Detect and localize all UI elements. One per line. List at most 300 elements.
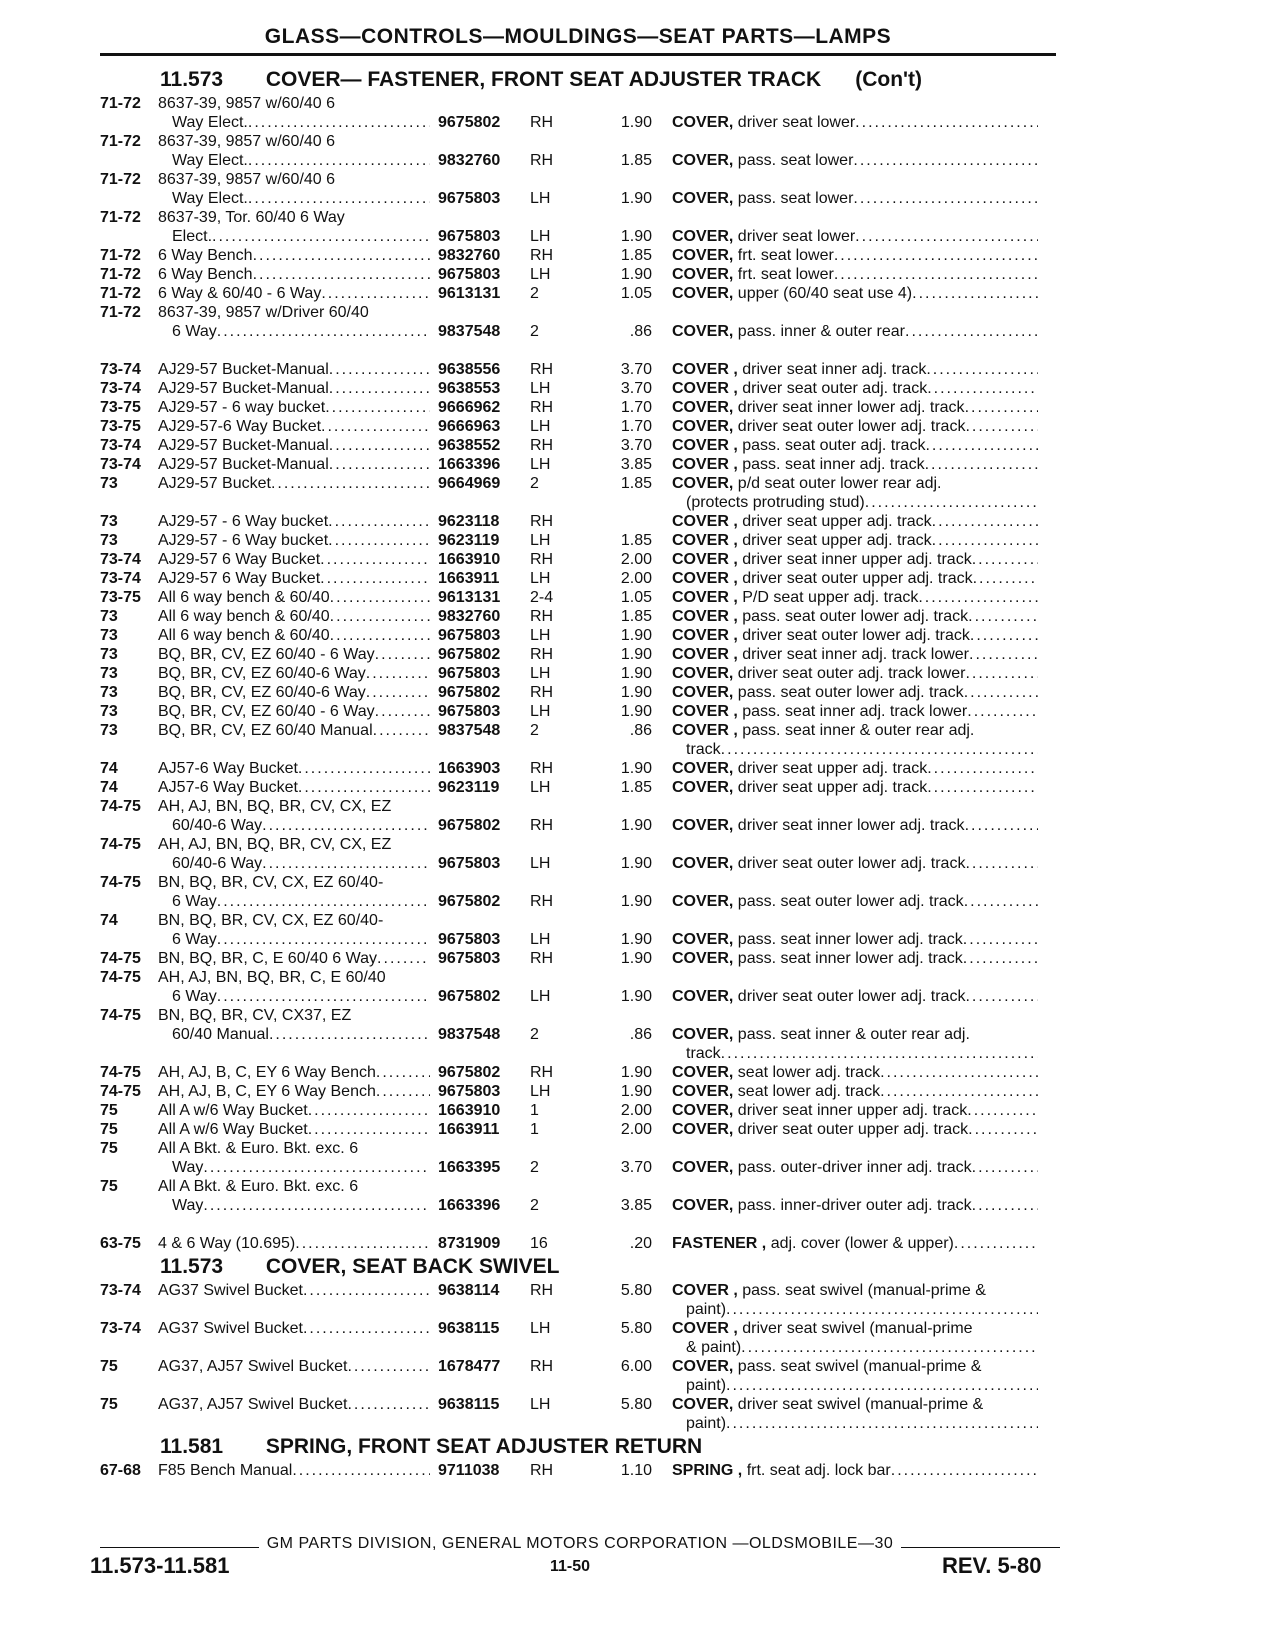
description-line-text	[672, 436, 925, 455]
model-line-value: AJ57-6 Way Bucket	[158, 760, 298, 777]
part-name: COVER,	[672, 893, 734, 910]
price-cell-value: 1.85	[620, 608, 652, 625]
part-name: COVER ,	[672, 513, 738, 530]
price-cell	[580, 246, 672, 265]
leader-dots	[253, 246, 430, 265]
cell-pad	[530, 303, 580, 322]
description-cell	[672, 778, 1038, 797]
model-line-value: AJ29-57 - 6 Way bucket	[158, 532, 329, 549]
description-line	[672, 1357, 1038, 1376]
price-cell	[580, 550, 672, 569]
description-line-value: upper (60/40 seat use 4)	[737, 285, 913, 302]
part-name: COVER,	[672, 418, 734, 435]
model-line	[158, 664, 430, 683]
part-number-cell-value: 9675802	[438, 646, 501, 663]
year-cell	[100, 1063, 158, 1082]
model-line-text	[158, 759, 298, 778]
cell-pad	[672, 1177, 1038, 1196]
description-line-text	[672, 512, 932, 531]
quantity-cell-value: RH	[530, 608, 554, 625]
model-line-value: 60/40-6 Way	[172, 855, 263, 872]
part-number-cell	[438, 360, 528, 379]
description-cell	[672, 645, 1038, 664]
leader-dots	[329, 436, 430, 455]
quantity-cell-value: LH	[530, 703, 551, 720]
year-value: 75	[100, 1121, 118, 1138]
leader-dots	[328, 512, 430, 531]
description-cell	[672, 170, 1038, 208]
part-number-cell-value: 9675802	[438, 1064, 501, 1081]
description-cell	[672, 436, 1038, 455]
year-value: 73-74	[100, 437, 141, 454]
price-cell	[580, 1101, 672, 1120]
year-cell	[100, 360, 158, 379]
model-line: 8637-39, Tor. 60/40 6 Way	[158, 209, 345, 226]
model-line-text	[158, 1461, 292, 1480]
table-row	[100, 588, 1060, 607]
cell-pad	[530, 208, 580, 227]
year-cell	[100, 1357, 158, 1395]
description-line-value: track	[686, 741, 721, 758]
quantity-cell	[528, 436, 580, 455]
model-line: BN, BQ, BR, CV, CX37, EZ	[158, 1007, 352, 1024]
leader-dots	[320, 550, 430, 569]
quantity-cell-value: RH	[530, 1282, 554, 1299]
description-cell	[672, 132, 1038, 170]
part-number-cell	[438, 645, 528, 664]
quantity-cell-value: RH	[530, 247, 554, 264]
model-cell	[158, 873, 438, 911]
price-cell-value: 1.05	[620, 589, 652, 606]
description-line-text	[672, 892, 964, 911]
model-cell	[158, 531, 438, 550]
leader-dots	[972, 550, 1038, 569]
cell-pad	[530, 835, 580, 854]
model-cell	[158, 1063, 438, 1082]
year-cell	[100, 1395, 158, 1433]
model-line-text	[158, 398, 325, 417]
table-row	[100, 1319, 1060, 1357]
description-line-text	[672, 645, 969, 664]
part-name: COVER,	[672, 1159, 734, 1176]
description-line	[672, 1082, 1038, 1101]
part-number-cell	[438, 1101, 528, 1120]
part-number-cell	[438, 379, 528, 398]
part-number-cell	[438, 1281, 528, 1319]
description-line	[672, 1376, 1038, 1395]
model-cell	[158, 379, 438, 398]
description-cell	[672, 1139, 1038, 1177]
description-cell	[672, 588, 1038, 607]
description-cell	[672, 1395, 1038, 1433]
table-row	[100, 759, 1060, 778]
price-cell-value: 1.85	[620, 779, 652, 796]
leader-dots	[963, 949, 1038, 968]
part-name: COVER,	[672, 285, 734, 302]
table-row	[100, 1082, 1060, 1101]
part-name: COVER,	[672, 1026, 734, 1043]
description-line	[672, 1300, 1038, 1319]
model-line-value: All A w/6 Way Bucket	[158, 1121, 308, 1138]
quantity-cell-value: LH	[530, 1396, 551, 1413]
year-cell	[100, 265, 158, 284]
model-line-value: 60/40 Manual	[172, 1026, 269, 1043]
year-value: 71-72	[100, 266, 141, 283]
table-row	[100, 797, 1060, 835]
year-cell	[100, 683, 158, 702]
price-cell-value: 1.90	[620, 684, 652, 701]
description-cell	[672, 1319, 1038, 1357]
description-line-value: driver seat swivel (manual-prime	[742, 1320, 973, 1337]
model-cell	[158, 1395, 438, 1433]
table-row	[100, 1177, 1060, 1215]
price-cell	[580, 1395, 672, 1433]
part-number-cell	[438, 303, 528, 341]
year-cell	[100, 170, 158, 208]
leader-dots	[973, 569, 1038, 588]
part-name: COVER ,	[672, 627, 738, 644]
price-cell	[580, 759, 672, 778]
part-number-cell	[438, 949, 528, 968]
footer-rule-left	[100, 1547, 259, 1548]
cell-pad	[438, 1006, 528, 1025]
leader-dots	[375, 702, 430, 721]
description-line-value: pass. seat inner lower adj. track	[737, 931, 963, 948]
row-spacer	[100, 1215, 1060, 1234]
part-name: COVER ,	[672, 456, 738, 473]
year-cell	[100, 1139, 158, 1177]
model-cell	[158, 664, 438, 683]
quantity-cell-value: RH	[530, 950, 554, 967]
quantity-cell-value: LH	[530, 1320, 551, 1337]
model-cell	[158, 759, 438, 778]
part-number-cell	[438, 1006, 528, 1063]
leader-dots	[965, 664, 1038, 683]
part-number-cell	[438, 683, 528, 702]
quantity-cell	[528, 702, 580, 721]
quantity-cell-value: LH	[530, 228, 551, 245]
part-name: COVER,	[672, 114, 734, 131]
model-line-value: 6 Way Bench	[158, 266, 253, 283]
model-line-value: 4 & 6 Way (10.695)	[158, 1235, 296, 1252]
quantity-cell	[528, 550, 580, 569]
part-number-cell	[438, 607, 528, 626]
leader-dots	[321, 417, 430, 436]
part-number-cell	[438, 778, 528, 797]
year-value: 73-74	[100, 570, 141, 587]
leader-dots	[347, 1395, 430, 1414]
section-heading: SPRING, FRONT SEAT ADJUSTER RETURN	[265, 1435, 703, 1458]
table-row	[100, 1006, 1060, 1063]
table-row	[100, 949, 1060, 968]
model-line-text	[172, 113, 248, 132]
part-number-cell-value: 1663911	[438, 1121, 500, 1138]
part-number-cell	[438, 436, 528, 455]
section-title	[100, 66, 1060, 94]
description-line-text	[672, 759, 927, 778]
model-cell	[158, 949, 438, 968]
leader-dots	[366, 683, 430, 702]
year-value: 73	[100, 608, 118, 625]
description-line	[672, 1044, 1038, 1063]
model-line	[158, 151, 430, 170]
model-line	[158, 550, 430, 569]
leader-dots	[328, 531, 430, 550]
model-line	[158, 892, 430, 911]
quantity-cell	[528, 170, 580, 208]
year-cell	[100, 721, 158, 759]
year-cell	[100, 284, 158, 303]
part-number-cell-value: 9832760	[438, 608, 501, 625]
model-cell	[158, 360, 438, 379]
table-row	[100, 360, 1060, 379]
leader-dots	[918, 588, 1038, 607]
price-cell	[580, 873, 672, 911]
part-number-cell-value: 9638115	[438, 1396, 500, 1413]
model-line	[158, 949, 430, 968]
part-name: COVER ,	[672, 608, 738, 625]
header-rule	[100, 53, 1056, 56]
description-line-value: pass. seat swivel (manual-prime &	[737, 1358, 982, 1375]
part-number-cell	[438, 208, 528, 246]
table-row	[100, 208, 1060, 246]
quantity-cell-value: RH	[530, 114, 554, 131]
leader-dots	[262, 816, 430, 835]
price-cell	[580, 455, 672, 474]
model-line-value: Way Elect.	[172, 152, 248, 169]
description-line	[672, 949, 1038, 968]
quantity-cell	[528, 417, 580, 436]
description-line-text	[672, 417, 965, 436]
leader-dots	[325, 398, 430, 417]
part-number-cell	[438, 968, 528, 1006]
year-cell	[100, 1461, 158, 1480]
model-line-text	[158, 721, 373, 740]
footer-publisher-line	[100, 1535, 1060, 1553]
price-cell-value: 1.90	[620, 266, 652, 283]
quantity-cell	[528, 911, 580, 949]
quantity-cell	[528, 759, 580, 778]
description-line-value: pass. seat swivel (manual-prime &	[742, 1282, 986, 1299]
description-line	[672, 987, 1038, 1006]
description-line	[672, 417, 1038, 436]
table-row	[100, 455, 1060, 474]
cell-pad	[580, 1006, 652, 1025]
part-number-cell-value: 9675802	[438, 817, 501, 834]
price-cell-value: 5.80	[620, 1396, 652, 1413]
table-row	[100, 531, 1060, 550]
year-value: 73-75	[100, 418, 141, 435]
model-line	[158, 683, 430, 702]
model-line: BN, BQ, BR, CV, CX, EZ 60/40-	[158, 912, 384, 929]
description-cell	[672, 835, 1038, 873]
model-line	[158, 417, 430, 436]
part-number-cell	[438, 474, 528, 512]
part-number-cell-value: 9675802	[438, 684, 501, 701]
leader-dots	[726, 1376, 1038, 1395]
description-line-text	[672, 398, 965, 417]
table-row	[100, 1063, 1060, 1082]
description-line	[672, 550, 1038, 569]
quantity-cell	[528, 626, 580, 645]
leader-dots	[330, 607, 430, 626]
model-line-text	[158, 246, 253, 265]
model-cell	[158, 1357, 438, 1395]
leader-dots	[366, 664, 430, 683]
leader-dots	[217, 930, 430, 949]
year-cell	[100, 949, 158, 968]
year-cell	[100, 645, 158, 664]
model-line	[158, 1357, 430, 1376]
year-value: 73-74	[100, 1320, 141, 1337]
price-cell	[580, 398, 672, 417]
description-line-value: pass. seat outer lower adj. track	[737, 893, 964, 910]
description-cell	[672, 1101, 1038, 1120]
description-line-text	[672, 569, 973, 588]
part-name: COVER ,	[672, 589, 738, 606]
table-row	[100, 1139, 1060, 1177]
model-cell	[158, 398, 438, 417]
description-line	[672, 816, 1038, 835]
price-cell	[580, 797, 672, 835]
cell-pad	[672, 797, 1038, 816]
cell-pad	[530, 94, 580, 113]
description-line-text	[672, 455, 925, 474]
leader-dots	[330, 588, 430, 607]
model-line-value: AJ29-57 Bucket-Manual	[158, 380, 329, 397]
price-cell	[580, 474, 672, 512]
quantity-cell	[528, 303, 580, 341]
leader-dots	[303, 1281, 430, 1300]
part-number-cell-value: 9638115	[438, 1320, 500, 1337]
model-line	[158, 227, 430, 246]
price-cell-value: .86	[629, 323, 652, 340]
description-cell	[672, 1461, 1038, 1480]
model-line-value: AH, AJ, B, C, EY 6 Way Bench	[158, 1064, 376, 1081]
part-number-cell	[438, 1177, 528, 1215]
table-row	[100, 265, 1060, 284]
quantity-cell	[528, 1281, 580, 1319]
model-line-value: Way	[172, 1159, 204, 1176]
quantity-cell	[528, 474, 580, 512]
model-line-text	[172, 854, 262, 873]
model-line	[158, 588, 430, 607]
description-cell	[672, 1006, 1038, 1063]
model-cell	[158, 132, 438, 170]
description-line-value: (protects protruding stud)	[686, 494, 865, 511]
quantity-cell	[528, 968, 580, 1006]
description-line-text	[672, 1461, 891, 1480]
description-line-text	[672, 246, 834, 265]
footer-publisher: GM PARTS DIVISION, GENERAL MOTORS CORPORATION —OLDSMOBILE—30	[266, 1535, 894, 1552]
description-line	[672, 493, 1038, 512]
year-cell	[100, 778, 158, 797]
table-row	[100, 702, 1060, 721]
leader-dots	[968, 1120, 1038, 1139]
description-cell	[672, 550, 1038, 569]
year-cell	[100, 94, 158, 132]
part-name: COVER,	[672, 399, 734, 416]
price-cell-value: 1.90	[620, 228, 652, 245]
model-line-text	[158, 949, 377, 968]
leader-dots	[932, 512, 1038, 531]
year-value: 67-68	[100, 1462, 141, 1479]
description-line-value: pass. seat outer adj. track	[742, 437, 926, 454]
description-line	[672, 702, 1038, 721]
cell-pad	[530, 797, 580, 816]
price-cell-value: 3.85	[620, 1197, 652, 1214]
description-cell	[672, 721, 1038, 759]
model-line	[158, 987, 430, 1006]
model-line-text	[158, 1234, 295, 1253]
part-number-cell-value: 1663396	[438, 456, 501, 473]
model-line	[158, 1063, 430, 1082]
quantity-cell-value: LH	[530, 532, 551, 549]
part-number-cell-value: 1663395	[438, 1159, 501, 1176]
table-row	[100, 379, 1060, 398]
price-cell	[580, 1120, 672, 1139]
description-line-value: P/D seat upper adj. track	[742, 589, 919, 606]
section-number: 11.573	[160, 68, 224, 91]
part-name: COVER ,	[672, 532, 738, 549]
part-number-cell-value: 9837548	[438, 722, 501, 739]
model-line-text	[158, 1120, 308, 1139]
model-line	[158, 778, 430, 797]
description-cell	[672, 360, 1038, 379]
price-cell	[580, 1139, 672, 1177]
description-line-value: driver seat outer adj. track lower	[737, 665, 966, 682]
section-number: 11.581	[160, 1435, 224, 1458]
description-line-text	[672, 1101, 967, 1120]
leader-dots	[375, 645, 430, 664]
price-cell	[580, 379, 672, 398]
part-number-cell-value: 9638553	[438, 380, 501, 397]
year-value: 73-75	[100, 589, 141, 606]
description-line	[672, 246, 1038, 265]
price-cell-value: 1.90	[620, 760, 652, 777]
model-cell	[158, 797, 438, 835]
leader-dots	[741, 1338, 1038, 1357]
year-cell	[100, 702, 158, 721]
part-name: COVER,	[672, 665, 734, 682]
description-line-value: frt. seat lower	[737, 266, 834, 283]
cell-pad	[672, 303, 1038, 322]
leader-dots	[253, 265, 430, 284]
description-line-text	[672, 588, 918, 607]
cell-pad	[438, 911, 528, 930]
quantity-cell-value: LH	[530, 988, 551, 1005]
quantity-cell-value: RH	[530, 437, 554, 454]
cell-pad	[438, 968, 528, 987]
quantity-cell-value: 2	[530, 1159, 539, 1176]
part-name: COVER,	[672, 931, 734, 948]
leader-dots	[373, 721, 430, 740]
part-name: COVER ,	[672, 1320, 738, 1337]
part-number-cell-value: 9832760	[438, 152, 501, 169]
quantity-cell-value: LH	[530, 665, 551, 682]
cell-pad	[438, 1177, 528, 1196]
model-cell	[158, 645, 438, 664]
quantity-cell-value: RH	[530, 684, 554, 701]
model-line: All A Bkt. & Euro. Bkt. exc. 6	[158, 1140, 359, 1157]
model-line	[158, 702, 430, 721]
model-line-value: 60/40-6 Way	[172, 817, 263, 834]
leader-dots	[721, 1044, 1038, 1063]
table-row	[100, 1395, 1060, 1433]
part-name: COVER,	[672, 152, 734, 169]
year-value: 73	[100, 475, 118, 492]
year-value: 73-74	[100, 1282, 141, 1299]
